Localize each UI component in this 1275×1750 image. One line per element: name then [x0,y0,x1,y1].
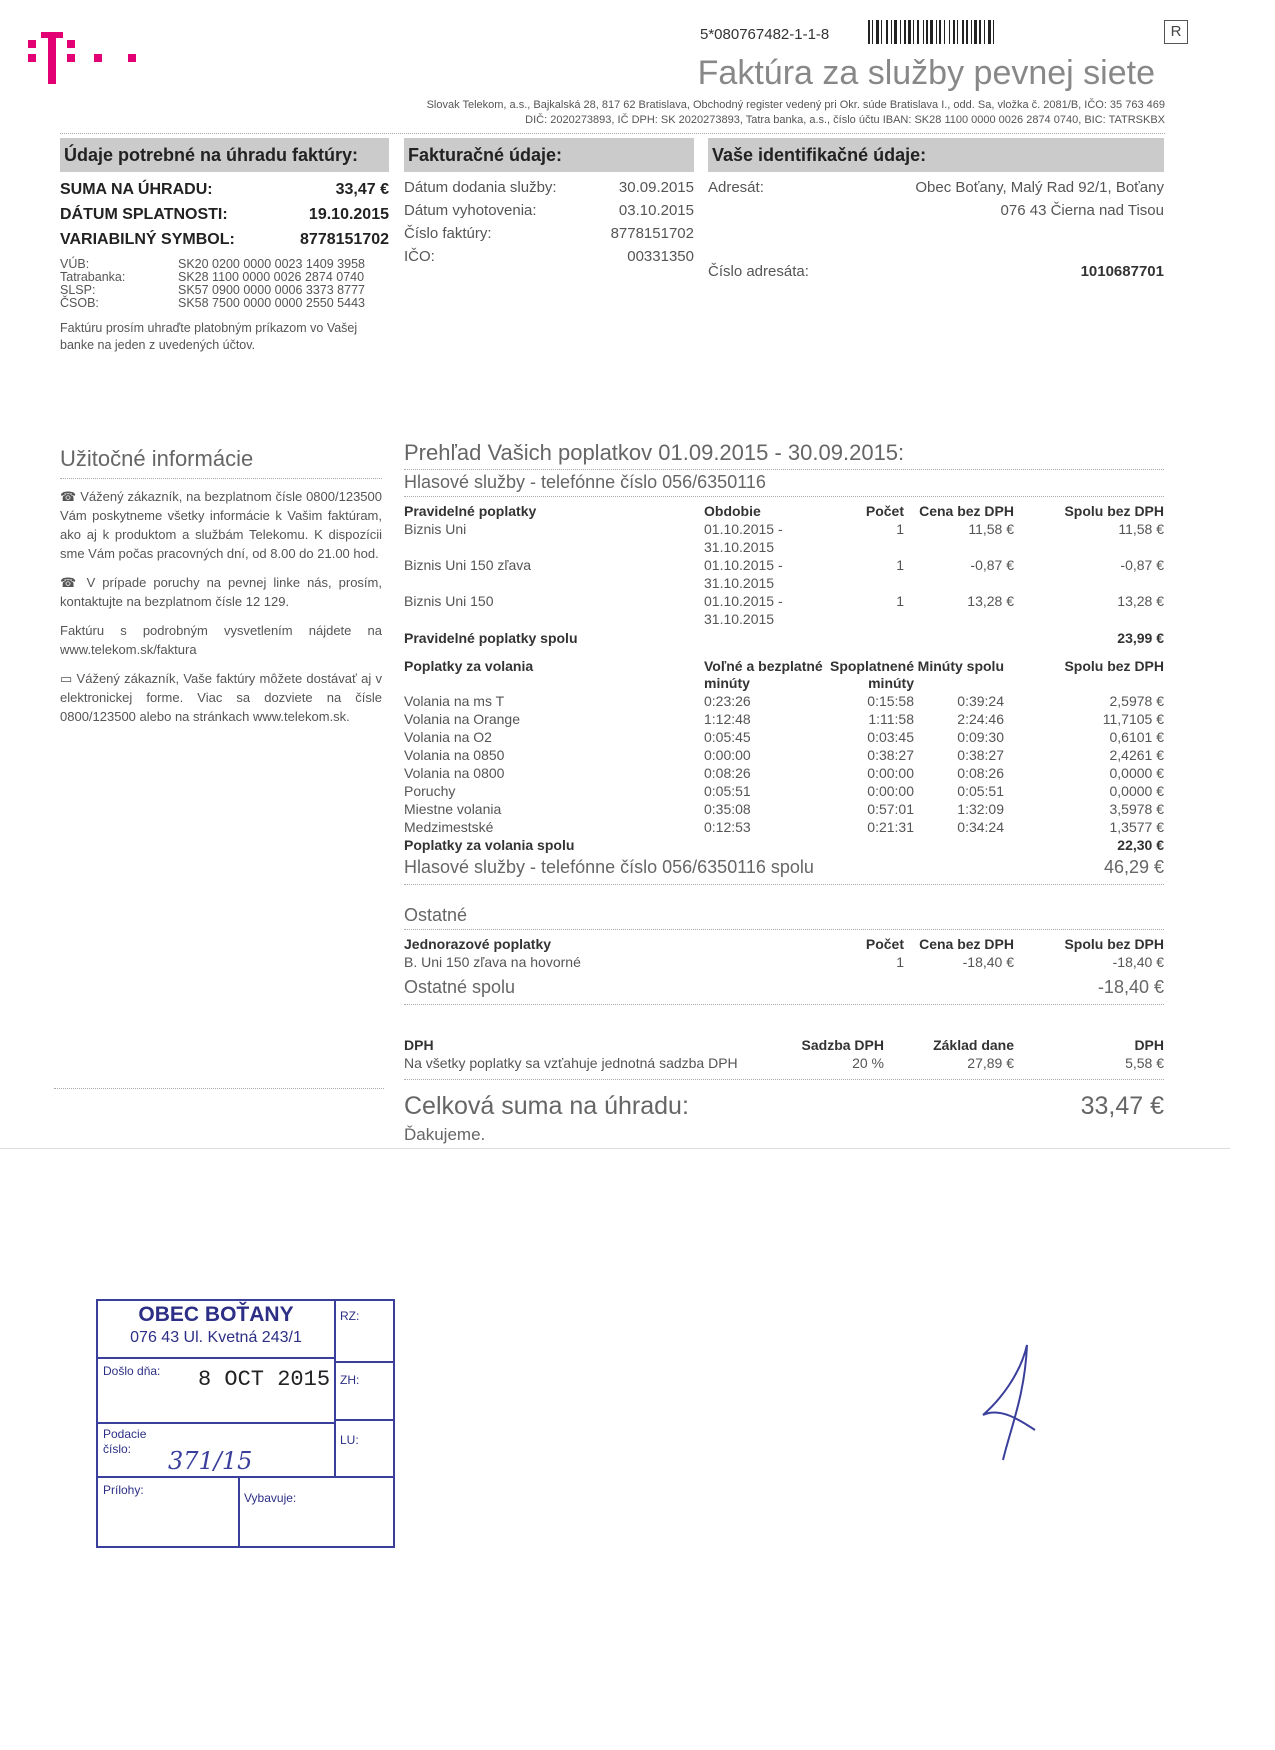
column-header: Minúty spolu [917,658,1004,674]
table-cell: 20 % [852,1055,884,1071]
voice-total-row [404,857,1164,878]
table-cell: 0,0000 € [1109,783,1164,799]
table-cell: 0:35:08 [704,801,751,817]
info-section [60,446,382,736]
column-header: DPH [1134,1037,1164,1053]
table-row [404,953,1164,971]
payment-row-value: 8778151702 [300,231,389,248]
invoice-row-label: Dátum dodania služby: [404,179,557,196]
table-cell: 1 [896,593,904,609]
column-header: Cena bez DPH [919,503,1014,519]
table-cell: 0:57:01 [867,801,914,817]
stamp-zh: ZH: [340,1373,360,1387]
payment-row-label: SUMA NA ÚHRADU: [60,181,213,198]
stamp-filing-number: 371/15 [168,1447,253,1475]
table-cell: 01.10.2015 - 31.10.2015 [704,593,783,627]
payment-note: Faktúru prosím uhraďte platobným príkazom vo Vašej banke na jeden z uvedených účtov. [60,321,358,352]
table-cell: 13,28 € [1117,593,1164,609]
column-header: DPH [404,1037,434,1053]
stamp-handles: Vybavuje: [244,1491,297,1505]
regular-sum-row [404,630,1164,646]
barcode-number: 5*080767482-1-1-8 [700,26,830,43]
table-cell: 0:23:26 [704,693,751,709]
table-cell: Volania na Orange [404,711,520,727]
addressee-value [915,176,1164,222]
column-header: Spolu bez DPH [1064,936,1164,952]
table-cell: 1:32:09 [957,801,1004,817]
table-cell: 0:00:00 [704,747,751,763]
bank-iban: SK20 0200 0000 0023 1409 3958 [178,257,365,271]
table-row [404,746,1164,764]
calls-sum-value: 22,30 € [1117,837,1164,853]
table-cell: Poruchy [404,783,456,799]
column-header: Cena bez DPH [919,936,1014,952]
table-cell: 2,5978 € [1109,693,1164,709]
grand-total-value: 33,47 € [1080,1092,1164,1120]
table-cell: 1 [896,954,904,970]
info-paragraph: ☎ V prípade poruchy na pevnej linke nás, prosím, kontaktujte na bezplatnom čísle 12 129. [60,575,382,609]
table-row [404,764,1164,782]
payment-row [60,177,389,202]
bank-name: SLSP: [60,283,96,297]
table-cell: 2:24:46 [957,711,1004,727]
other-total-divider [404,1004,1164,1005]
addressee-line-1: Obec Boťany, Malý Rad 92/1, Boťany [915,179,1164,196]
table-cell: Biznis Uni 150 zľava [404,557,532,573]
table-cell: Miestne volania [404,801,502,817]
table-row [404,818,1164,836]
table-cell: 0:34:24 [957,819,1004,835]
bank-name: Tatrabanka: [60,270,126,284]
vat-divider [404,1079,1164,1080]
bank-iban: SK57 0900 0000 0006 3373 8777 [178,283,365,297]
table-cell: 3,5978 € [1109,801,1164,817]
column-header: Voľné a bezplatné minúty [704,658,823,691]
payment-row-value: 33,47 € [335,181,389,198]
document-title: Faktúra za služby pevnej siete [697,54,1155,92]
table-cell: 11,58 € [1118,521,1164,537]
signature [975,1335,1045,1470]
invoice-heading: Fakturačné údaje: [404,138,694,172]
bank-row [60,297,389,310]
registered-mark: R [1164,20,1188,44]
table-cell: 0:03:45 [867,729,914,745]
vat-header [404,1037,1164,1053]
table-row [404,592,1164,628]
table-cell: 0:09:30 [957,729,1004,745]
other-divider [404,929,1164,930]
column-header: Poplatky za volania [404,658,534,674]
table-cell: 0:12:53 [704,819,751,835]
stamp-filing-label: Podacie číslo: [103,1427,147,1456]
table-cell: 0,0000 € [1109,765,1164,781]
voice-divider [404,496,1164,497]
table-cell: 0:38:27 [867,747,914,763]
regular-sum-label: Pravidelné poplatky spolu [404,630,578,646]
info-heading: Užitočné informácie [60,446,254,471]
invoice-row [404,222,694,245]
payment-row-label: VARIABILNÝ SYMBOL: [60,231,235,248]
addressee-row [708,176,1164,222]
column-header: Počet [865,936,904,952]
computer-icon: ▭ [60,671,77,686]
table-header [404,658,1164,692]
received-stamp [96,1299,395,1548]
addressee-number-label: Číslo adresáta: [708,263,809,280]
table-cell: -18,40 € [1112,954,1164,970]
phone-icon: ☎ [60,489,81,504]
bank-iban: SK28 1100 0000 0026 2874 0740 [178,270,365,284]
table-cell: -0,87 € [1120,557,1164,573]
info-paragraph: Faktúru s podrobným vysvetlením nájdete na www.telekom.sk/faktura [60,623,382,657]
column-header: Pravidelné poplatky [404,503,537,519]
invoice-row [404,176,694,199]
stamp-received-date: 8 OCT 2015 [198,1367,331,1392]
table-cell: 1 [896,521,904,537]
voice-total-divider [404,884,1164,885]
table-cell: 0:15:58 [867,693,914,709]
other-heading: Ostatné [404,905,468,925]
invoice-row-value: 30.09.2015 [618,179,694,196]
table-cell: 0:08:26 [704,765,751,781]
invoice-row-label: Dátum vyhotovenia: [404,202,537,219]
ident-heading: Vaše identifikačné údaje: [708,138,1164,172]
telekom-logo [28,30,143,91]
stamp-address: 076 43 Ul. Kvetná 243/1 [130,1329,302,1346]
table-row [404,520,1164,556]
stamp-lu: LU: [340,1433,359,1447]
table-cell: Biznis Uni 150 [404,593,494,609]
table-cell: 11,58 € [968,521,1014,537]
table-cell: 0:05:51 [957,783,1004,799]
overview-section [404,440,1164,1145]
table-cell: 1:11:58 [868,711,914,727]
bank-iban: SK58 7500 0000 0000 2550 5443 [178,296,365,310]
table-cell: 1:12:48 [704,711,751,727]
table-header [404,936,1164,953]
addressee-number-value: 1010687701 [1080,263,1164,280]
table-cell: Volania na O2 [404,729,492,745]
column-header: Obdobie [704,503,761,519]
table-cell: 0:00:00 [867,783,914,799]
table-cell: Volania na ms T [404,693,505,709]
payment-rows [60,177,389,252]
table-cell: 0:05:45 [704,729,751,745]
invoice-section [404,138,694,268]
table-cell: Medzimestské [404,819,494,835]
thanks-text: Ďakujeme. [404,1125,486,1144]
table-cell: 0:05:51 [704,783,751,799]
call-fees-table [404,658,1164,836]
invoice-row-value: 00331350 [627,248,694,265]
table-cell: 2,4261 € [1109,747,1164,763]
column-header: Spolu bez DPH [1064,503,1164,519]
invoice-row-value: 8778151702 [610,225,694,242]
voice-heading: Hlasové služby - telefónne číslo 056/6350116 [404,472,766,492]
table-cell: Volania na 0800 [404,765,505,781]
table-cell: -18,40 € [962,954,1014,970]
column-header: Sadzba DPH [801,1037,884,1053]
ident-section [708,138,1164,283]
other-total-label: Ostatné spolu [404,977,516,997]
invoice-row-label: IČO: [404,248,435,265]
table-row [404,800,1164,818]
company-line-2: DIČ: 2020273893, IČ DPH: SK 2020273893, Tatra banka, a.s., číslo účtu IBAN: SK28 1100 0000 0026 2874 0740, BIC: TATRSKBX [525,114,1165,126]
phone-icon: ☎ [60,575,87,590]
calls-sum-row [404,837,1164,853]
table-cell: 5,58 € [1125,1055,1164,1071]
addressee-number-row [708,260,1164,283]
grand-total-label: Celková suma na úhradu: [404,1092,689,1120]
overview-divider [404,469,1164,470]
other-total-row [404,977,1164,998]
invoice-row-value: 03.10.2015 [618,202,694,219]
vat-row [404,1053,1164,1073]
stamp-received-label: Došlo dňa: [103,1364,161,1378]
table-cell: 0:08:26 [957,765,1004,781]
invoice-rows [404,176,694,268]
invoice-row [404,245,694,268]
header-divider [60,133,1165,134]
table-cell: 1,3577 € [1109,819,1164,835]
page-fold [0,1148,1230,1149]
barcode [868,20,1136,44]
table-cell: 01.10.2015 - 31.10.2015 [704,521,783,555]
table-row [404,556,1164,592]
payment-heading: Údaje potrebné na úhradu faktúry: [60,138,389,172]
stamp-rz: RZ: [340,1309,360,1323]
bank-name: ČSOB: [60,296,99,310]
invoice-row-label: Číslo faktúry: [404,225,492,242]
column-header: Jednorazové poplatky [404,936,552,952]
invoice-row [404,199,694,222]
addressee-label: Adresát: [708,179,764,196]
regular-fees-table [404,503,1164,628]
table-cell: 01.10.2015 - 31.10.2015 [704,557,783,591]
bank-accounts [60,258,389,310]
voice-total-value: 46,29 € [1103,857,1164,877]
info-paragraphs [60,487,382,726]
addressee-line-2: 076 43 Čierna nad Tisou [1000,202,1164,219]
info-paragraph: ▭ Vážený zákazník, Vaše faktúry môžete dostávať aj v elektronickej forme. Viac sa dozviete na čísle 0800/123500 alebo na stránkach www.telekom.sk. [60,671,382,724]
info-divider [60,478,382,479]
table-cell: 0:38:27 [957,747,1004,763]
table-cell: -0,87 € [970,557,1014,573]
table-header [404,503,1164,520]
left-bottom-divider [54,1088,384,1089]
table-cell: Volania na 0850 [404,747,505,763]
table-cell: 13,28 € [967,593,1014,609]
grand-total-row [404,1092,1164,1121]
table-cell: Na všetky poplatky sa vzťahuje jednotná sadzba DPH [404,1055,738,1071]
payment-row-value: 19.10.2015 [308,206,389,223]
table-cell: 11,7105 € [1102,711,1164,727]
company-line-1: Slovak Telekom, a.s., Bajkalská 28, 817 62 Bratislava, Obchodný register vedený pri Okr. súde Bratislava I., odd. Sa, vložka č. 2081/B, IČO: 35 763 469 [426,99,1165,111]
table-cell: 0:00:00 [867,765,914,781]
table-cell: 27,89 € [967,1055,1014,1071]
bank-name: VÚB: [60,257,90,271]
onetime-fees-table [404,936,1164,971]
column-header: Spolu bez DPH [1064,658,1164,674]
table-cell: Biznis Uni [404,521,467,537]
table-cell: 1 [896,557,904,573]
company-info [300,98,1165,128]
table-cell: 0,6101 € [1109,729,1164,745]
vat-table [404,1037,1164,1073]
table-row [404,710,1164,728]
column-header: Základ dane [933,1037,1014,1053]
column-header: Počet [865,503,904,519]
table-cell: 0:21:31 [867,819,914,835]
payment-row [60,227,389,252]
voice-total-label: Hlasové služby - telefónne číslo 056/6350116 spolu [404,857,814,877]
table-row [404,782,1164,800]
payment-row [60,202,389,227]
table-row [404,692,1164,710]
table-cell: 0:39:24 [957,693,1004,709]
payment-row-label: DÁTUM SPLATNOSTI: [60,206,228,223]
column-header: Spoplatnené minúty [829,658,914,691]
table-row [404,728,1164,746]
overview-heading: Prehľad Vašich poplatkov 01.09.2015 - 30.09.2015: [404,440,905,465]
other-total-value: -18,40 € [1097,977,1164,997]
table-cell: B. Uni 150 zľava na hovorné [404,954,581,970]
stamp-name: OBEC BOŤANY [138,1303,294,1326]
info-paragraph: ☎ Vážený zákazník, na bezplatnom čísle 0800/123500 Vám poskytneme všetky informácie k Vašim faktúram, ako aj k produktom a službám Telekomu. K dispozícii sme Vám počas pracovných dní, od 8.00 do 21.00 hod. [60,489,382,561]
regular-sum-value: 23,99 € [1117,630,1164,646]
payment-section [60,138,389,354]
stamp-attachments: Prílohy: [103,1483,144,1497]
calls-sum-label: Poplatky za volania spolu [404,837,575,853]
